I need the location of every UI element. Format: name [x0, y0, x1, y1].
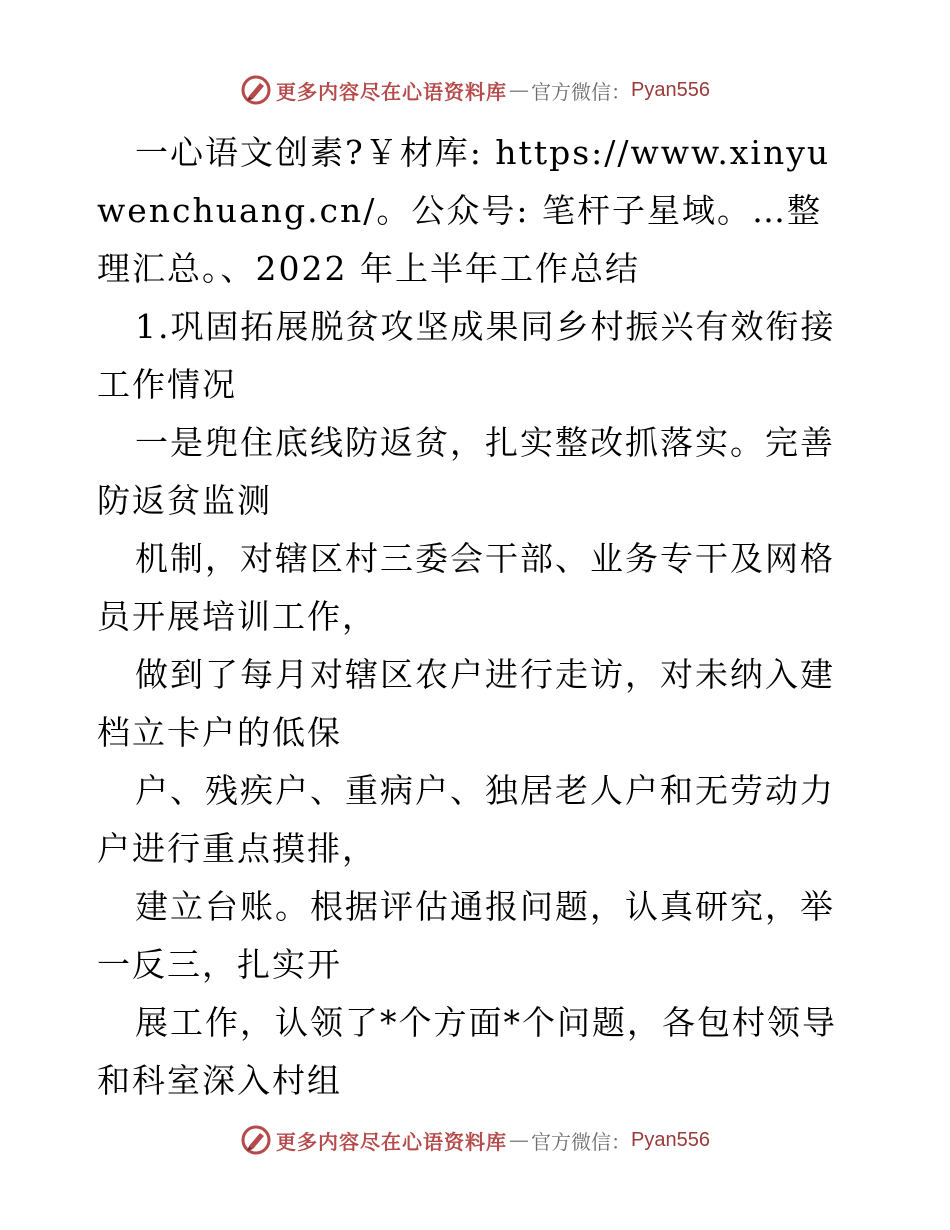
watermark-wechat-label: 官方微信： — [531, 1129, 632, 1154]
watermark-wechat-id: Pyan556 — [631, 1128, 710, 1151]
paragraph: 展工作，认领了*个方面*个问题，各包村领导和科室深入村组 — [97, 1003, 837, 1100]
document-body — [97, 124, 857, 1110]
pen-logo-icon — [240, 74, 272, 106]
paragraph: 机制，对辖区村三委会干部、业务专干及网格员开展培训工作， — [97, 539, 835, 636]
paragraph: 一是兜住底线防返贫，扎实整改抓落实。完善防返贫监测 — [97, 423, 835, 520]
watermark-wechat-label: 官方微信： — [531, 79, 632, 104]
watermark-dash: — — [509, 1128, 530, 1152]
watermark-text: 更多内容尽在心语资料库 — [276, 79, 508, 104]
paragraph: 户、残疾户、重病户、独居老人户和无劳动力户进行重点摸排， — [97, 771, 835, 868]
watermark-banner-bottom — [0, 1120, 950, 1160]
watermark-dash: — — [509, 78, 530, 102]
paragraph: 建立台账。根据评估通报问题，认真研究，举一反三，扎实开 — [97, 887, 835, 984]
paragraph: 做到了每月对辖区农户进行走访，对未纳入建档立卡户的低保 — [97, 655, 835, 752]
watermark-wechat-id: Pyan556 — [631, 78, 710, 101]
watermark-text: 更多内容尽在心语资料库 — [276, 1129, 508, 1154]
pen-logo-icon — [240, 1124, 272, 1156]
paragraph-header: 一心语文创素?￥材库: https://www.xinyuwenchuang.cn/。公众号: 笔杆子星域。…整理汇总。、2022 年上半年工作总结 — [97, 133, 831, 288]
watermark-banner-top — [0, 70, 950, 110]
paragraph-section-title: 1.巩固拓展脱贫攻坚成果同乡村振兴有效衔接工作情况 — [97, 307, 836, 404]
